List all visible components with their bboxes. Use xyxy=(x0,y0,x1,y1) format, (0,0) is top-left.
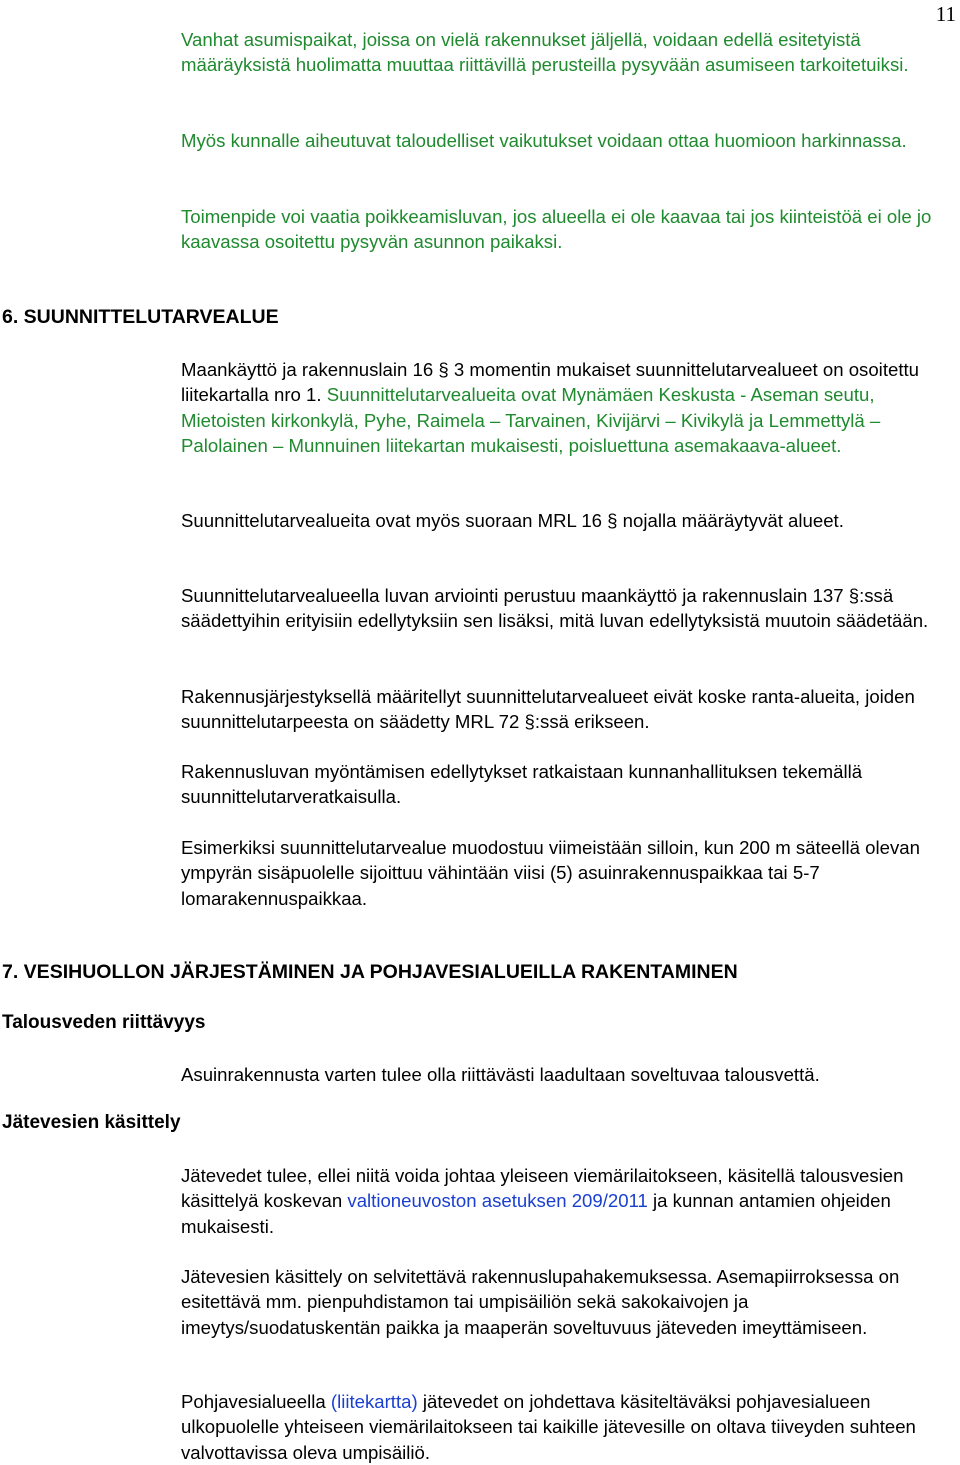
section-6-paragraph-4: Rakennusjärjestyksellä määritellyt suunnittelutarvealueet eivät koske ranta-alueita, joiden suunnittelutarpeesta on säädetty MRL 72 §:ssä erikseen. xyxy=(181,686,915,733)
section-6-p1-green: Suunnittelutarvealueita ovat Mynämäen Keskusta - Aseman seutu, Mietoisten kirkonkylä, Pyhe, Raimela – Tarvainen, Kivijärvi – Kivikylä ja Lemmettylä – Palolainen – Munnuinen liitekartan mukaisesti, poisluettuna asemakaava-alueet. xyxy=(181,384,881,457)
wastewater-paragraph-2: Jätevesien käsittely on selvitettävä rakennuslupahakemuksessa. Asemapiirroksessa on esitettävä mm. pienpuhdistamon tai umpisäiliön sekä sakokaivojen ja imeytys/suodatuskentän paikka ja maaperän soveltuvuus jäteveden imeyttämiseen. xyxy=(181,1266,900,1338)
intro-paragraph-economic-effects: Myös kunnalle aiheutuvat taloudelliset vaikutukset voidaan ottaa huomioon harkinnassa. xyxy=(181,130,907,151)
section-6-paragraph-6: Esimerkiksi suunnittelutarvealue muodostuu viimeistään silloin, kun 200 m säteellä olevan ympyrän sisäpuolelle sijoittuu vähintään viisi (5) asuinrakennuspaikkaa tai 5-7 lomarakennuspaikkaa. xyxy=(181,837,920,909)
government-decree-link[interactable]: valtioneuvoston asetuksen 209/2011 xyxy=(347,1190,648,1212)
intro-paragraph-exception-permit: Toimenpide voi vaatia poikkeamisluvan, jos alueella ei ole kaavaa tai jos kiinteistöä ei ole jo kaavassa osoitettu pysyvän asunnon paikaksi. xyxy=(181,206,932,253)
page-number: 11 xyxy=(935,2,956,26)
wastewater-paragraph-3 xyxy=(181,1389,946,1465)
appendix-map-link[interactable]: (liitekartta) xyxy=(330,1391,418,1412)
intro-paragraph-old-dwellings: Vanhat asumispaikat, joissa on vielä rakennukset jäljellä, voidaan edellä esitetyistä määräyksistä huolimatta muuttaa riittävillä perusteilla pysyvään asumiseen tarkoitetuiksi. xyxy=(181,29,909,76)
wastewater-p1-text-b: ja kunnan antamien ohjeiden mukaisesti. xyxy=(181,1190,891,1237)
wastewater-paragraph-1 xyxy=(181,1163,946,1239)
subheading-water-sufficiency: Talousveden riittävyys xyxy=(2,1012,206,1033)
section-6-paragraph-3: Suunnittelutarvealueella luvan arviointi perustuu maankäyttö ja rakennuslain 137 §:ssä säädettyihin erityisiin edellytyksiin sen lisäksi, mitä luvan edellytyksistä muutoin säädetään. xyxy=(181,585,929,632)
section-6-paragraph-5: Rakennusluvan myöntämisen edellytykset ratkaistaan kunnanhallituksen tekemällä suunnittelutarveratkaisulla. xyxy=(181,761,863,808)
section-6-paragraph-2: Suunnittelutarvealueita ovat myös suoraan MRL 16 § nojalla määräytyvät alueet. xyxy=(181,510,844,531)
section-6-paragraph-1 xyxy=(181,357,946,459)
section-7-heading: 7. VESIHUOLLON JÄRJESTÄMINEN JA POHJAVESIALUEILLA RAKENTAMINEN xyxy=(2,961,738,983)
wastewater-p1-text-a: Jätevedet tulee, ellei niitä voida johtaa yleiseen viemärilaitokseen, käsitellä talousvesien käsittelyä koskevan xyxy=(181,1165,904,1212)
wastewater-p3-text-b: jätevedet on johdettava käsiteltäväksi pohjavesialueen ulkopuolelle yhteiseen viemärilaitokseen tai kaikille jätevesille on oltava tiiveyden suhteen valvottavissa oleva umpisäiliö. xyxy=(181,1391,916,1463)
wastewater-p3-text-a: Pohjavesialueella xyxy=(181,1391,331,1412)
subheading-wastewater-treatment: Jätevesien käsittely xyxy=(2,1112,181,1133)
section-6-heading: 6. SUUNNITTELUTARVEALUE xyxy=(2,306,279,328)
water-sufficiency-text: Asuinrakennusta varten tulee olla riittävästi laadultaan soveltuvaa talousvettä. xyxy=(181,1064,820,1085)
section-6-p1-black: Maankäyttö ja rakennuslain 16 § 3 momentin mukaiset suunnittelutarvealueet on osoitettu liitekartalla nro 1. xyxy=(181,359,919,406)
